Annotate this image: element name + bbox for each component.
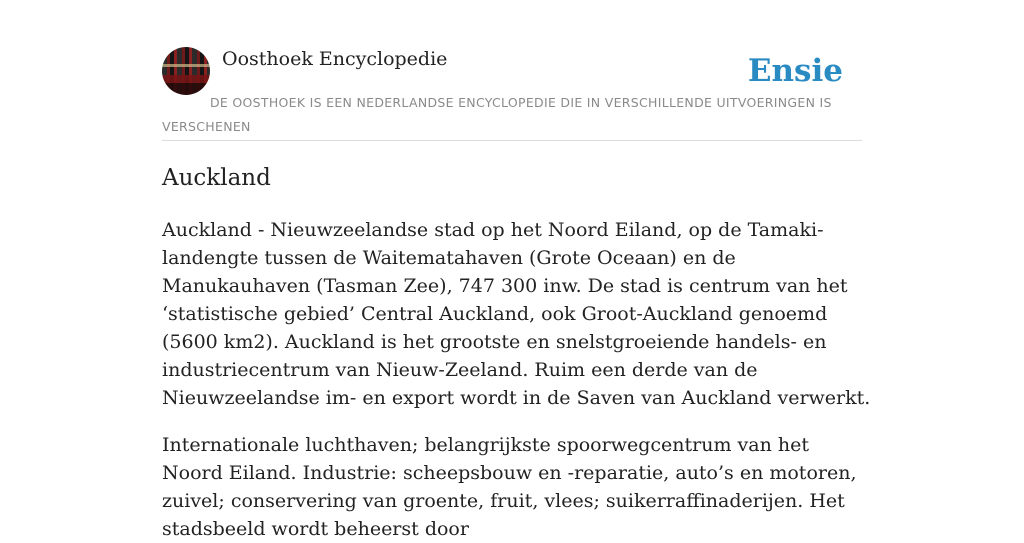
- article-title: Auckland: [162, 165, 271, 191]
- encyclopedia-books-icon[interactable]: [162, 47, 210, 95]
- article: [162, 158, 872, 543]
- site-title-link[interactable]: Oosthoek Encyclopedie: [222, 48, 448, 70]
- article-paragraph: Internationale luchthaven; belangrijkste spoorwegcentrum van het Noord Eiland. Industrie: scheepsbouw en -reparatie, auto’s en motoren, zuivel; conservering van groente, fruit, vlees; suikerraffinaderijen. Het stadsbeeld wordt beheerst door: [162, 434, 857, 540]
- ensie-logo-link[interactable]: Ensie: [747, 53, 843, 89]
- article-paragraph: Auckland - Nieuwzeelandse stad op het Noord Eiland, op de Tamaki-landengte tussen de Waitematahaven (Grote Oceaan) en de Manukauhaven (Tasman Zee), 747 300 inw. De stad is centrum van het ‘statistische gebied’ Central Auckland, ook Groot-Auckland genoemd (5600 km2). Auckland is het grootste en snelstgroeiende handels- en industriecentrum van Nieuw-Zeeland. Ruim een derde van de Nieuwzeelandse im- en export wordt in de Saven van Auckland verwerkt.: [162, 219, 871, 409]
- site-header: [162, 46, 862, 141]
- site-tagline: DE OOSTHOEK IS EEN NEDERLANDSE ENCYCLOPEDIE DIE IN VERSCHILLENDE UITVOERINGEN IS VERSCHENEN: [162, 95, 832, 134]
